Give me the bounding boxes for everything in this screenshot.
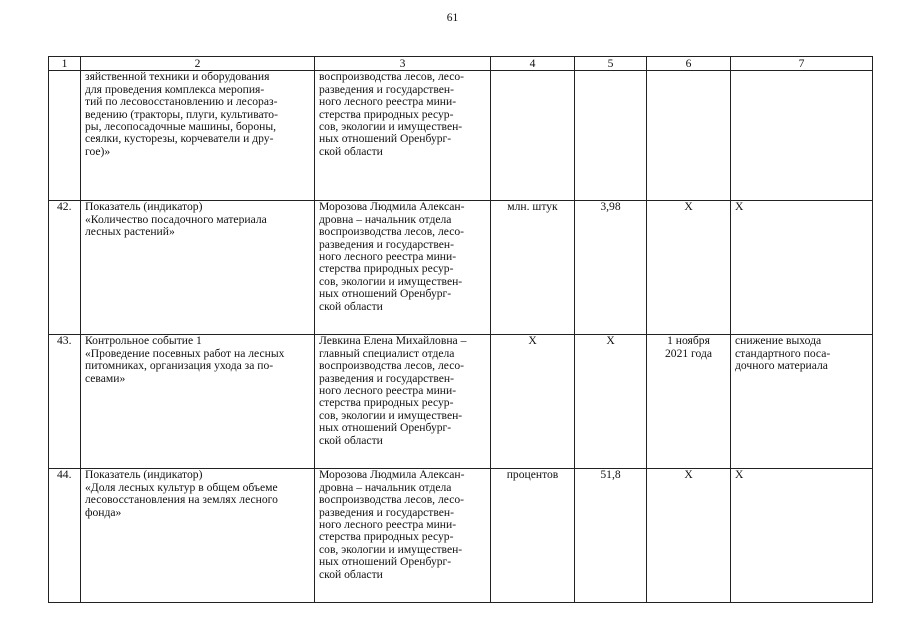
date-cell bbox=[647, 335, 731, 469]
cell-text-line: разведения и государствен- bbox=[319, 371, 454, 385]
responsible-cell bbox=[315, 469, 491, 603]
indicators-table bbox=[48, 56, 873, 603]
cell-text-line: стандартного поса- bbox=[735, 346, 831, 360]
cell-text-line: Морозова Людмила Алексан- bbox=[319, 200, 465, 214]
table-row bbox=[49, 469, 873, 603]
unit-cell bbox=[491, 335, 575, 469]
cell-text-line: Показатель (индикатор) bbox=[85, 468, 203, 482]
cell-text-line: разведения и государствен- bbox=[319, 82, 454, 96]
cell-text-line: Левкина Елена Михайловна – bbox=[319, 334, 467, 348]
cell-text-line: дочного материала bbox=[735, 359, 828, 373]
table-row bbox=[49, 201, 873, 335]
table-row bbox=[49, 335, 873, 469]
cell-text-line: лесных растений» bbox=[85, 225, 175, 239]
cell-text-line: ных отношений Оренбург- bbox=[319, 555, 452, 569]
cell-text-line: Показатель (индикатор) bbox=[85, 200, 203, 214]
description-cell bbox=[81, 335, 315, 469]
cell-text-line: 2021 года bbox=[664, 346, 713, 360]
cell-text-line: сов, экологии и имуществен- bbox=[319, 408, 463, 422]
cell-text-line: лесовосстановления на землях лесного bbox=[85, 493, 278, 507]
row-number-cell: 42. bbox=[49, 201, 81, 335]
cell-text-line: сов, экологии и имуществен- bbox=[319, 120, 463, 134]
cell-text-line: процентов bbox=[506, 468, 559, 482]
cell-text-line: «Количество посадочного материала bbox=[85, 212, 267, 226]
cell-text-line: ской области bbox=[319, 299, 383, 313]
responsible-cell bbox=[315, 71, 491, 201]
cell-text-line: ных отношений Оренбург- bbox=[319, 132, 452, 146]
cell-text-line: 3,98 bbox=[600, 200, 621, 214]
cell-text-line: ской области bbox=[319, 567, 383, 581]
cell-text-line: млн. штук bbox=[507, 200, 558, 214]
cell-text-line: разведения и государствен- bbox=[319, 505, 454, 519]
result-cell bbox=[731, 71, 873, 201]
value-cell bbox=[575, 71, 647, 201]
cell-text-line: Х bbox=[528, 334, 537, 348]
cell-text-line: сов, экологии и имуществен- bbox=[319, 274, 463, 288]
unit-cell bbox=[491, 201, 575, 335]
cell-text-line: стерства природных ресур- bbox=[319, 396, 454, 410]
page-number: 61 bbox=[446, 12, 459, 24]
column-header: 1 bbox=[49, 57, 81, 71]
date-cell bbox=[647, 469, 731, 603]
table-row bbox=[49, 71, 873, 201]
cell-text-line: сов, экологии и имуществен- bbox=[319, 542, 463, 556]
result-cell bbox=[731, 335, 873, 469]
unit-cell bbox=[491, 469, 575, 603]
row-number-cell: 44. bbox=[49, 469, 81, 603]
cell-text-line: ного лесного реестра мини- bbox=[319, 95, 457, 109]
cell-text-line: севами» bbox=[85, 371, 126, 385]
cell-text-line: ской области bbox=[319, 144, 383, 158]
cell-text-line: воспроизводства лесов, лесо- bbox=[319, 359, 465, 373]
cell-text-line: ного лесного реестра мини- bbox=[319, 384, 457, 398]
cell-text-line: ведению (тракторы, плуги, культивато- bbox=[85, 107, 278, 121]
cell-text-line: воспроизводства лесов, лесо- bbox=[319, 493, 465, 507]
cell-text-line: дровна – начальник отдела bbox=[319, 212, 452, 226]
description-cell bbox=[81, 201, 315, 335]
cell-text-line: зяйственной техники и оборудования bbox=[85, 70, 270, 84]
description-cell bbox=[81, 71, 315, 201]
responsible-cell bbox=[315, 335, 491, 469]
cell-text-line: питомниках, организация ухода за по- bbox=[85, 359, 274, 373]
column-header: 3 bbox=[315, 57, 491, 71]
cell-text-line: снижение выхода bbox=[735, 334, 822, 348]
cell-text-line: гое)» bbox=[85, 144, 111, 158]
column-header: 6 bbox=[647, 57, 731, 71]
responsible-cell bbox=[315, 201, 491, 335]
cell-text-line: ры, лесопосадочные машины, бороны, bbox=[85, 120, 277, 134]
value-cell bbox=[575, 201, 647, 335]
cell-text-line: стерства природных ресур- bbox=[319, 530, 454, 544]
cell-text-line: тий по лесовосстановлению и лесораз- bbox=[85, 95, 278, 109]
date-cell bbox=[647, 71, 731, 201]
result-cell bbox=[731, 201, 873, 335]
cell-text-line: ных отношений Оренбург- bbox=[319, 287, 452, 301]
cell-text-line: ного лесного реестра мини- bbox=[319, 250, 457, 264]
cell-text-line: воспроизводства лесов, лесо- bbox=[319, 225, 465, 239]
cell-text-line: ного лесного реестра мини- bbox=[319, 518, 457, 532]
cell-text-line: 1 ноября bbox=[667, 334, 710, 348]
cell-text-line: дровна – начальник отдела bbox=[319, 480, 452, 494]
cell-text-line: разведения и государствен- bbox=[319, 237, 454, 251]
date-cell bbox=[647, 201, 731, 335]
cell-text-line: Х bbox=[684, 468, 693, 482]
row-number-cell: 43. bbox=[49, 335, 81, 469]
column-header: 4 bbox=[491, 57, 575, 71]
cell-text-line: стерства природных ресур- bbox=[319, 107, 454, 121]
cell-text-line: Морозова Людмила Алексан- bbox=[319, 468, 465, 482]
cell-text-line: «Доля лесных культур в общем объеме bbox=[85, 480, 278, 494]
column-header: 7 bbox=[731, 57, 873, 71]
cell-text-line: для проведения комплекса меропия- bbox=[85, 82, 265, 96]
cell-text-line: Х bbox=[735, 468, 744, 482]
value-cell bbox=[575, 335, 647, 469]
cell-text-line: «Проведение посевных работ на лесных bbox=[85, 346, 285, 360]
result-cell bbox=[731, 469, 873, 603]
row-number-cell bbox=[49, 71, 81, 201]
cell-text-line: 51,8 bbox=[600, 468, 621, 482]
cell-text-line: Х bbox=[735, 200, 744, 214]
cell-text-line: сеялки, кусторезы, корчеватели и дру- bbox=[85, 132, 274, 146]
cell-text-line: Х bbox=[606, 334, 615, 348]
cell-text-line: ных отношений Оренбург- bbox=[319, 421, 452, 435]
cell-text-line: воспроизводства лесов, лесо- bbox=[319, 70, 465, 84]
cell-text-line: главный специалист отдела bbox=[319, 346, 455, 360]
cell-text-line: Контрольное событие 1 bbox=[85, 334, 202, 348]
cell-text-line: фонда» bbox=[85, 505, 122, 519]
table-header-row bbox=[49, 57, 873, 71]
cell-text-line: стерства природных ресур- bbox=[319, 262, 454, 276]
column-header: 5 bbox=[575, 57, 647, 71]
value-cell bbox=[575, 469, 647, 603]
column-header: 2 bbox=[81, 57, 315, 71]
cell-text-line: Х bbox=[684, 200, 693, 214]
unit-cell bbox=[491, 71, 575, 201]
cell-text-line: ской области bbox=[319, 433, 383, 447]
description-cell bbox=[81, 469, 315, 603]
